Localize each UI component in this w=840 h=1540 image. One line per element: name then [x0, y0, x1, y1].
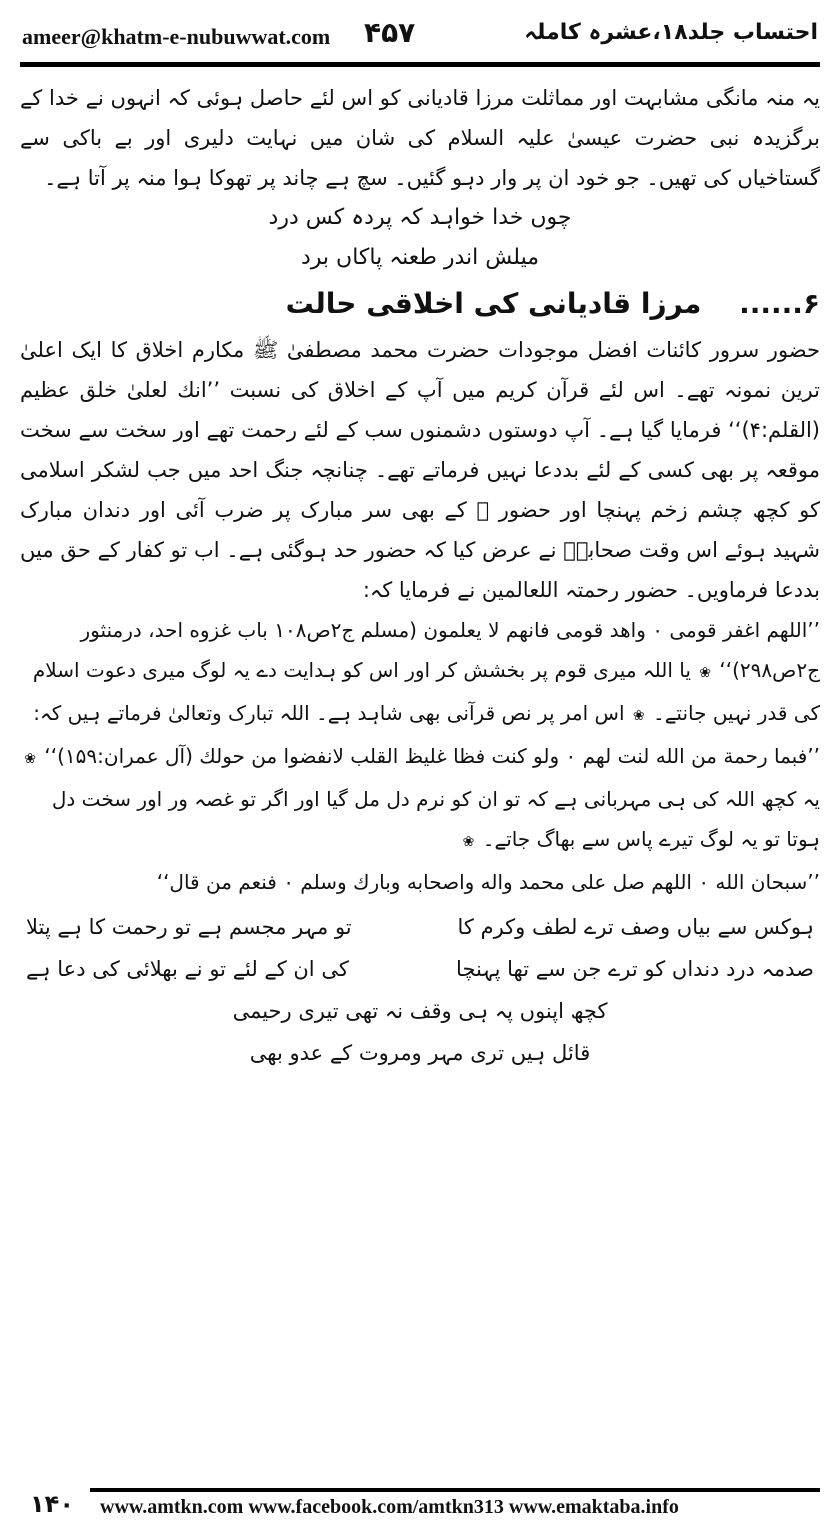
- page-body: [20, 78, 820, 1074]
- urdu-poem: [20, 906, 820, 1074]
- quote-2: [20, 736, 820, 862]
- verse-line-2: میلش اندر طعنہ پاکاں برد: [301, 245, 540, 270]
- quote-1-translation: یا اللہ میری قوم پر بخشش کر اور اس کو ہدایت دے یہ لوگ میری دعوت اسلام کی قدر نہیں جانتے۔: [32, 658, 820, 725]
- poem-line: قائل ہیں تری مہر ومروت کے عدو بھی: [249, 1041, 591, 1065]
- poem-line: تو مہر مجسم ہے تو رحمت کا ہے پتلا: [26, 915, 352, 939]
- quote-3: ’’سبحان الله ۰ اللهم صل علی محمد واله واصحابه وبارك وسلم ۰ فنعم من قال‘‘: [156, 870, 820, 894]
- page-header: [20, 14, 820, 58]
- section-title: مرزا قادیانی کی اخلاقی حالت: [285, 287, 702, 320]
- persian-verse-1: [20, 198, 820, 238]
- footer-links: www.amtkn.com www.facebook.com/amtkn313 www.emaktaba.info: [100, 1496, 679, 1518]
- footer-page-number: ۱۴۰: [30, 1490, 74, 1518]
- paragraph-3: اس امر پر نص قرآنی بھی شاہد ہے۔ اللہ تبارک وتعالیٰ فرماتے ہیں کہ:: [33, 701, 625, 725]
- header-rule: [20, 62, 820, 67]
- verse-line-1: چوں خدا خواہد کہ پردہ کس درد: [268, 205, 572, 230]
- quote-2-translation: یہ کچھ اللہ کی ہی مہربانی ہے کہ تو ان کو نرم دل مل گیا اور اگر تو غصہ ور اور سخت دل ہوتا تو یہ لوگ تیرے پاس سے بھاگ جاتے۔: [51, 787, 820, 851]
- flower-ornament-icon: ❀: [462, 834, 475, 850]
- section-number: ۶......: [739, 287, 820, 320]
- quote-1-arabic: [20, 610, 820, 736]
- page-footer: [20, 1484, 820, 1528]
- poem-line: کی ان کے لئے تو نے بھلائی کی دعا ہے: [26, 957, 349, 981]
- paragraph-2: حضور سرور کائنات افضل موجودات حضرت محمد مصطفیٰ ﷺ مکارم اخلاق کا ایک اعلیٰ ترین نمونہ تھے۔ اس لئے قرآن کریم میں آپ کے اخلاق کی نسبت ’’انك لعلیٰ خلق عظیم (القلم:۴)‘‘ فرمایا گیا ہے۔ آپ دوستوں دشمنوں سب کے لئے رحمت تھے اور سخت سے سخت موقعہ پر بھی کسی کے لئے بددعا نہیں فرماتے تھے۔ چنانچہ جنگ احد میں جب لشکر اسلامی کو کچھ چشم زخم پہنچا اور حضور ﷺ کے بھی سر مبارک پر ضرب آئی اور دندان مبارک شہید ہوئے اس وقت صحابہؓ نے عرض کیا کہ حضور حد ہوگئی ہے۔ اب تو کفار کے حق میں بددعا فرماویں۔ حضور رحمتہ اللعالمین نے فرمایا کہ:: [20, 338, 820, 602]
- persian-verse-2: [20, 238, 820, 278]
- poem-row: [20, 948, 820, 990]
- section-heading: [20, 278, 820, 330]
- poem-line: کچھ اپنوں پہ ہی وقف نہ تھی تیری رحیمی: [232, 999, 608, 1023]
- paragraph-1: یہ منہ مانگی مشابہت اور مماثلت مرزا قادیانی کو اس لئے حاصل ہوئی کہ انہوں نے خدا کے برگزیدہ نبی حضرت عیسیٰ علیہ السلام کی شان میں نہایت دلیری اور بے باکی سے گستاخیاں کی تھیں۔ جو خود ان پر وار دہو گئیں۔ سچ ہے چاند پر تھوکا ہوا منہ پر آتا ہے۔: [20, 86, 820, 190]
- poem-row: [20, 906, 820, 948]
- quote-1-arabic-text: ’’اللهم اغفر قومی ۰ واهد قومی فانهم لا یعلمون (مسلم ج۲ص۱۰۸ باب غزوه احد، درمنثور ج۲ص۲۹۸)‘‘: [80, 618, 820, 682]
- header-email: ameer@khatm-e-nubuwwat.com: [22, 24, 331, 49]
- flower-ornament-icon: ❀: [24, 751, 37, 767]
- quote-2-arabic-text: ’’فبما رحمة من الله لنت لهم ۰ ولو كنت فظا غلیظ القلب لانفضوا من حولك (آل عمران:۱۵۹)‘‘: [44, 744, 820, 768]
- poem-line: ہوکس سے بیاں وصف ترے لطف وکرم کا: [457, 915, 814, 939]
- poem-line: صدمہ درد دنداں کو ترے جن سے تھا پہنچا: [456, 957, 814, 981]
- running-head: احتساب جلد۱۸،عشرہ کاملہ: [524, 20, 818, 45]
- footer-rule: [90, 1488, 820, 1492]
- flower-ornament-icon: ❀: [632, 708, 645, 724]
- header-page-number: ۴۵۷: [364, 16, 416, 49]
- flower-ornament-icon: ❀: [699, 665, 712, 681]
